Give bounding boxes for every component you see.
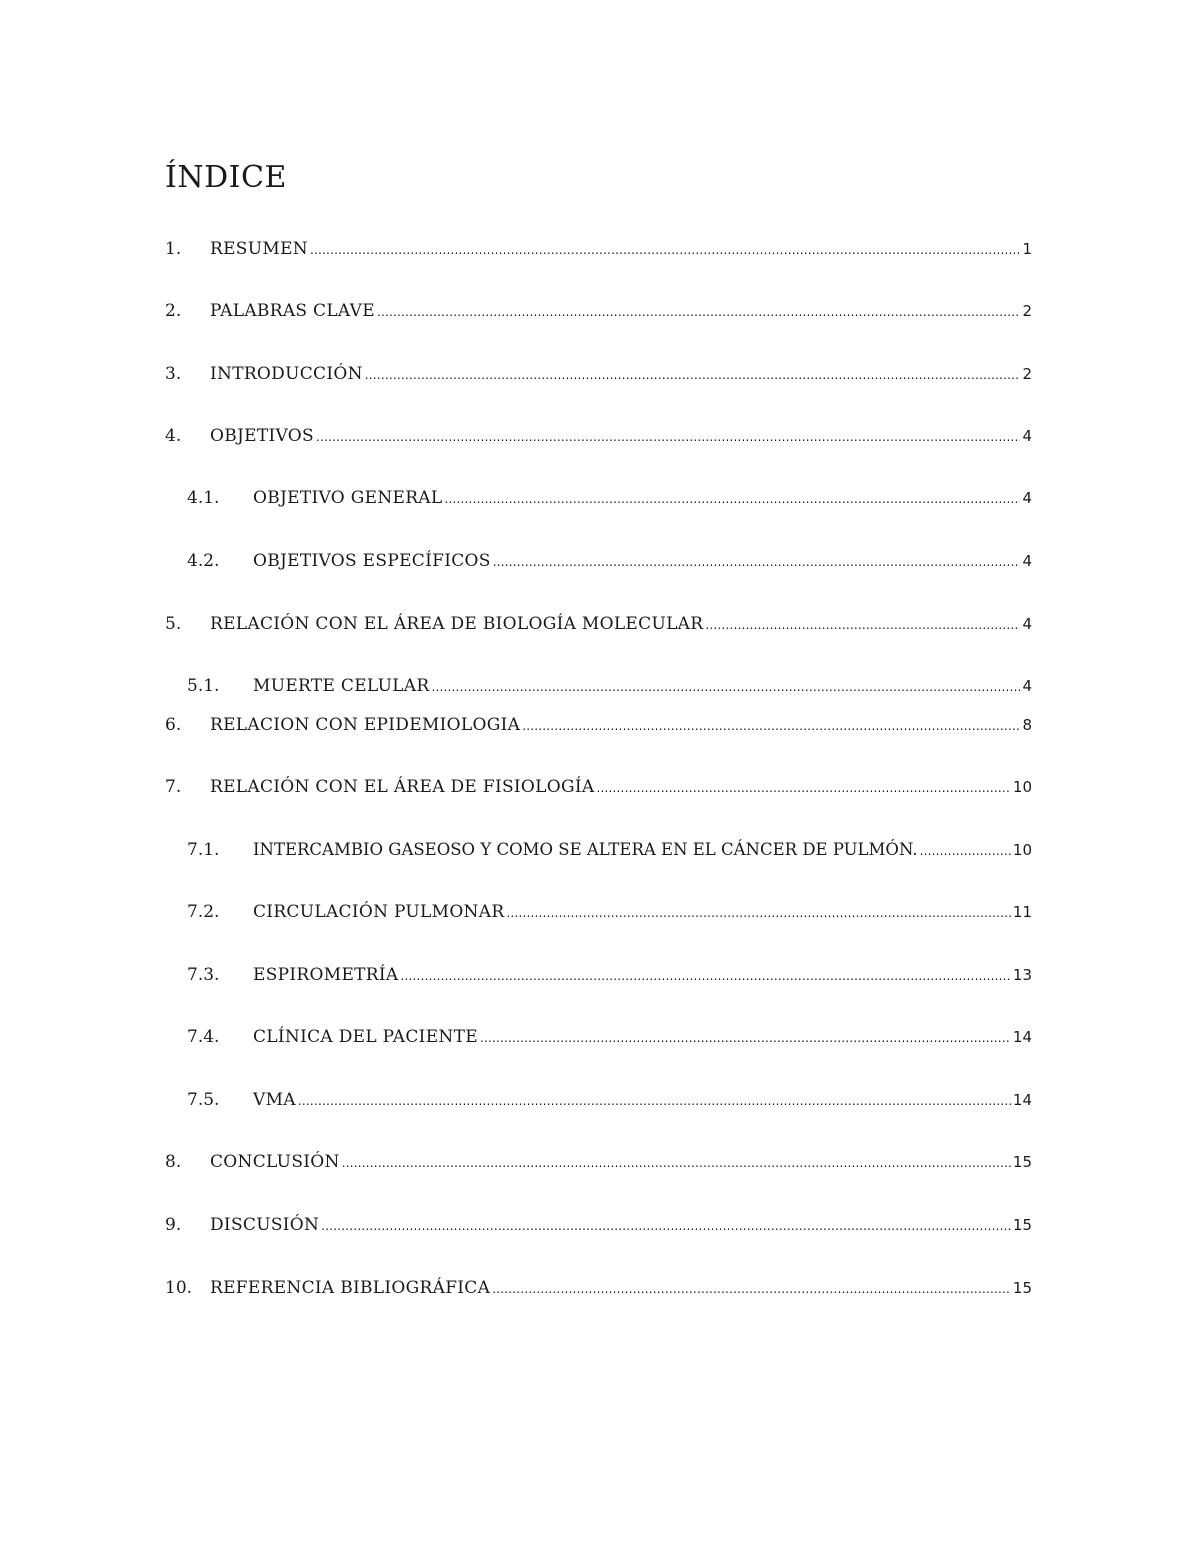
toc-dot-leader — [431, 675, 1020, 699]
toc-dot-leader — [444, 487, 1020, 511]
toc-entry[interactable] — [165, 1150, 1032, 1174]
toc-entry[interactable] — [165, 612, 1032, 636]
toc-entry-title: RELACIÓN CON EL ÁREA DE BIOLOGÍA MOLECULAR — [210, 614, 704, 634]
toc-entry-title: REFERENCIA BIBLIOGRÁFICA — [210, 1278, 491, 1298]
toc-dot-leader — [920, 839, 1011, 863]
toc-entry-number: 7.2. — [187, 902, 220, 922]
toc-dot-leader — [596, 776, 1010, 800]
toc-entry-number: 9. — [165, 1215, 182, 1235]
toc-entry-title: MUERTE CELULAR — [253, 676, 430, 696]
toc-dot-leader — [316, 425, 1020, 449]
toc-entry-page: 14 — [1012, 1091, 1032, 1109]
toc-dot-leader — [377, 300, 1021, 324]
toc-entry[interactable] — [187, 549, 1032, 573]
toc-entry[interactable] — [187, 963, 1032, 987]
toc-entry[interactable] — [187, 900, 1032, 924]
toc-entry-page: 2 — [1022, 365, 1032, 383]
toc-entry-number: 6. — [165, 715, 182, 735]
toc-entry[interactable] — [187, 486, 1032, 510]
toc-entry-page: 1 — [1022, 240, 1032, 258]
toc-entry-number: 2. — [165, 301, 182, 321]
toc-entry-title: INTERCAMBIO GASEOSO Y COMO SE ALTERA EN EL CÁNCER DE PULMÓN. — [253, 840, 918, 859]
toc-dot-leader — [401, 964, 1011, 988]
toc-entry-title: ESPIROMETRÍA — [253, 965, 399, 985]
toc-entry-page: 4 — [1022, 489, 1032, 507]
toc-entry-page: 4 — [1022, 427, 1032, 445]
toc-entry-number: 5. — [165, 614, 182, 634]
toc-entry-number: 4. — [165, 426, 182, 446]
toc-entry-number: 3. — [165, 364, 182, 384]
toc-dot-leader — [492, 1277, 1011, 1301]
toc-entry-number: 5.1. — [187, 676, 220, 696]
toc-entry[interactable] — [165, 237, 1032, 261]
toc-entry-number: 7.1. — [187, 840, 220, 860]
toc-entry-title: CIRCULACIÓN PULMONAR — [253, 902, 505, 922]
toc-entry-page: 8 — [1022, 716, 1032, 734]
toc-dot-leader — [522, 714, 1020, 738]
toc-entry-title: OBJETIVOS — [210, 426, 314, 446]
toc-entry-title: RELACIÓN CON EL ÁREA DE FISIOLOGÍA — [210, 777, 595, 797]
toc-dot-leader — [310, 238, 1020, 262]
toc-entry-title: OBJETIVOS ESPECÍFICOS — [253, 551, 491, 571]
toc-entry-page: 10 — [1012, 841, 1032, 859]
toc-entry-number: 7.3. — [187, 965, 220, 985]
toc-entry-page: 14 — [1012, 1028, 1032, 1046]
toc-entry-page: 4 — [1022, 552, 1032, 570]
toc-dot-leader — [298, 1089, 1011, 1113]
toc-entry-title: RESUMEN — [210, 239, 308, 259]
toc-entry-number: 10. — [165, 1278, 193, 1298]
toc-entry-title: DISCUSIÓN — [210, 1215, 320, 1235]
toc-entry-title: OBJETIVO GENERAL — [253, 488, 443, 508]
toc-dot-leader — [480, 1026, 1011, 1050]
toc-entry-page: 11 — [1012, 903, 1032, 921]
toc-dot-leader — [342, 1151, 1011, 1175]
toc-entry-page: 2 — [1022, 302, 1032, 320]
toc-entry-number: 1. — [165, 239, 182, 259]
toc-entry[interactable] — [187, 838, 1032, 862]
toc-entry[interactable] — [165, 1276, 1032, 1300]
toc-entry-page: 15 — [1012, 1216, 1032, 1234]
toc-entry-title: CLÍNICA DEL PACIENTE — [253, 1027, 478, 1047]
toc-entry-title: PALABRAS CLAVE — [210, 301, 375, 321]
toc-entry[interactable] — [165, 362, 1032, 386]
toc-entry[interactable] — [187, 1025, 1032, 1049]
toc-entry[interactable] — [165, 775, 1032, 799]
toc-dot-leader — [365, 363, 1021, 387]
toc-entry[interactable] — [165, 299, 1032, 323]
toc-entry-page: 4 — [1022, 615, 1032, 633]
toc-entry-title: RELACION CON EPIDEMIOLOGIA — [210, 715, 521, 735]
toc-entry[interactable] — [187, 1088, 1032, 1112]
toc-entry-number: 7. — [165, 777, 182, 797]
page-title: ÍNDICE — [165, 160, 287, 195]
toc-dot-leader — [321, 1214, 1011, 1238]
toc-entry[interactable] — [165, 713, 1032, 737]
toc-entry-title: CONCLUSIÓN — [210, 1152, 340, 1172]
toc-entry-page: 13 — [1012, 966, 1032, 984]
toc-entry-title: INTRODUCCIÓN — [210, 364, 363, 384]
toc-entry-number: 4.1. — [187, 488, 220, 508]
toc-dot-leader — [705, 613, 1020, 637]
toc-entry-title: VMA — [253, 1090, 296, 1110]
toc-entry-number: 8. — [165, 1152, 182, 1172]
toc-entry-page: 15 — [1012, 1153, 1032, 1171]
toc-dot-leader — [493, 550, 1021, 574]
toc-entry-number: 4.2. — [187, 551, 220, 571]
toc-entry[interactable] — [187, 674, 1032, 698]
toc-entry-page: 10 — [1012, 778, 1032, 796]
toc-dot-leader — [506, 901, 1010, 925]
toc-entry[interactable] — [165, 1213, 1032, 1237]
toc-entry-number: 7.4. — [187, 1027, 220, 1047]
toc-entry-number: 7.5. — [187, 1090, 220, 1110]
toc-entry[interactable] — [165, 424, 1032, 448]
toc-entry-page: 15 — [1012, 1279, 1032, 1297]
toc-entry-page: 4 — [1022, 677, 1032, 695]
